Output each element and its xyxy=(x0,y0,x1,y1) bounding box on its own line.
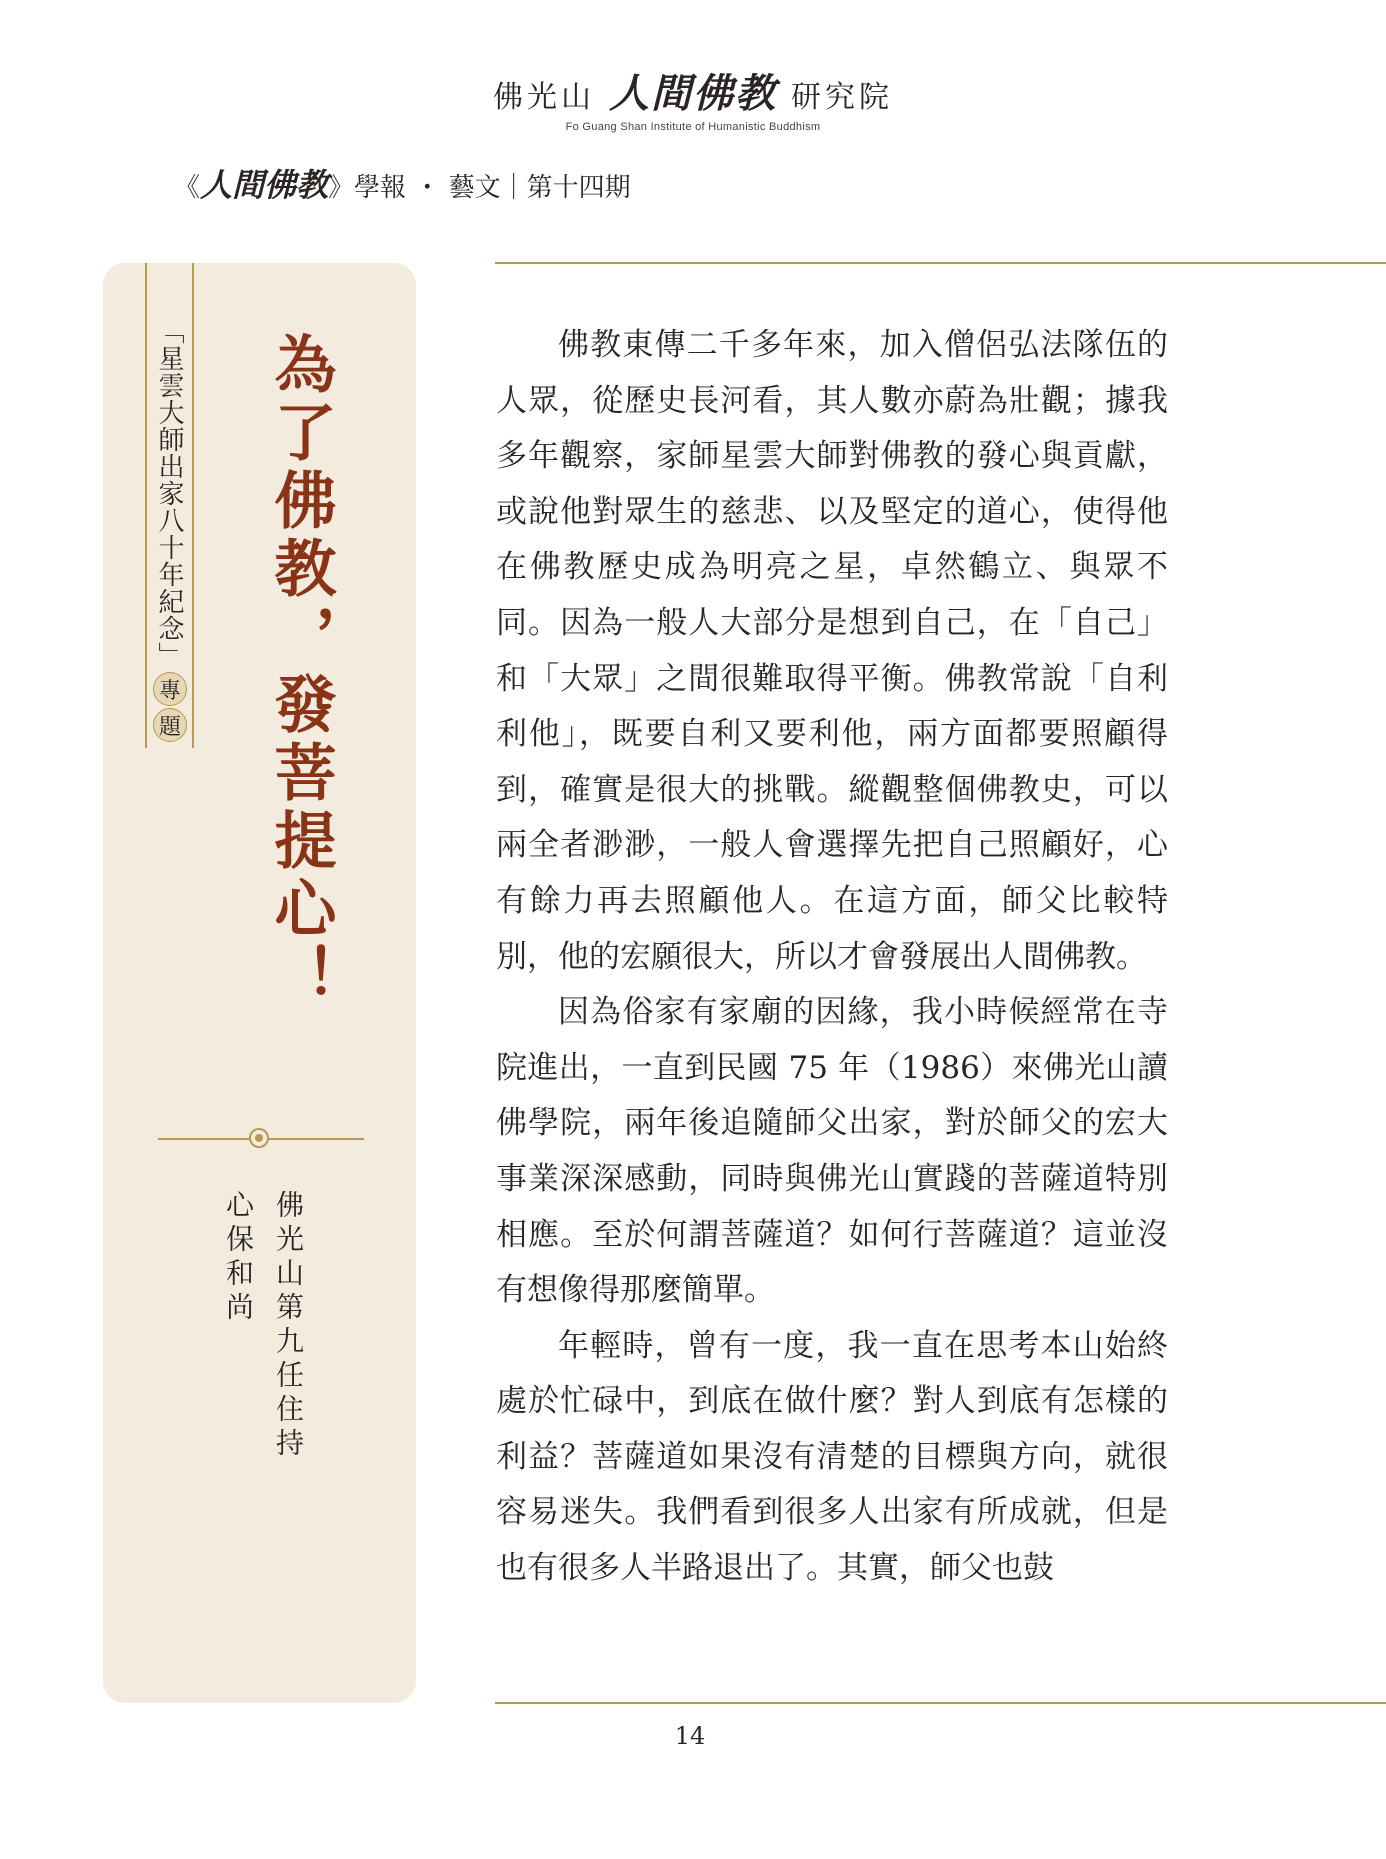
journal-close-quote: 》 xyxy=(328,173,355,203)
top-rule xyxy=(495,262,1386,264)
divider-ornament-icon xyxy=(249,1128,269,1148)
article-title: 為了佛教，發菩提心！ xyxy=(264,332,337,1012)
institute-name-right: 研究院 xyxy=(791,80,893,115)
institute-header xyxy=(0,62,1386,133)
author-name: 心保和尚 xyxy=(222,1190,255,1326)
journal-running-header xyxy=(174,160,631,206)
institute-name-en: Fo Guang Shan Institute of Humanistic Buddhism xyxy=(565,121,821,133)
sidebar-rule-right xyxy=(192,263,194,748)
institute-name-left: 佛光山 xyxy=(493,80,595,115)
author-role: 佛光山第九任住持 xyxy=(272,1190,305,1462)
institute-brand-logo: 人間佛教 xyxy=(609,70,777,117)
page-number: 14 xyxy=(674,1722,706,1750)
journal-brand: 人間佛教 xyxy=(200,166,329,204)
article-body xyxy=(496,318,1168,1597)
bottom-rule xyxy=(495,1702,1386,1704)
series-label: 「星雲大師出家八十年紀念」 xyxy=(154,318,184,669)
topic-tag-char-2: 題 xyxy=(153,708,187,742)
topic-tag-char-1: 專 xyxy=(153,672,187,706)
title-sidebar xyxy=(103,263,416,1703)
sidebar-rule-left xyxy=(145,263,147,748)
body-paragraph: 年輕時，曾有一度，我一直在思考本山始終處於忙碌中，到底在做什麼？對人到底有怎樣的利益？菩薩道如果沒有清楚的目標與方向，就很容易迷失。我們看到很多人出家有所成就，但是也有很多人半路退出了。其實，師父也鼓 xyxy=(496,1327,1168,1587)
body-paragraph: 佛教東傳二千多年來，加入僧侶弘法隊伍的人眾，從歷史長河看，其人數亦蔚為壯觀；據我多年觀察，家師星雲大師對佛教的發心與貢獻，或說他對眾生的慈悲、以及堅定的道心，使得他在佛教歷史成為明亮之星，卓然鶴立、與眾不同。因為一般人大部分是想到自己，在「自己」和「大眾」之間很難取得平衡。佛教常說「自利利他」，既要自利又要利他，兩方面都要照顧得到，確實是很大的挑戰。縱觀整個佛教史，可以兩全者渺渺，一般人會選擇先把自己照顧好，心有餘力再去照顧他人。在這方面，師父比較特別，他的宏願很大，所以才會發展出人間佛教。 xyxy=(496,327,1168,975)
journal-issue-info: 學報 ・ 藝文｜第十四期 xyxy=(354,173,631,203)
journal-open-quote: 《 xyxy=(174,173,201,203)
body-paragraph: 因為俗家有家廟的因緣，我小時候經常在寺院進出，一直到民國 75 年（1986）來佛光山讀佛學院，兩年後追隨師父出家，對於師父的宏大事業深深感動，同時與佛光山實踐的菩薩道特別相應。至於何謂菩薩道？如何行菩薩道？這並沒有想像得那麼簡單。 xyxy=(496,994,1168,1309)
institute-name xyxy=(493,62,893,119)
